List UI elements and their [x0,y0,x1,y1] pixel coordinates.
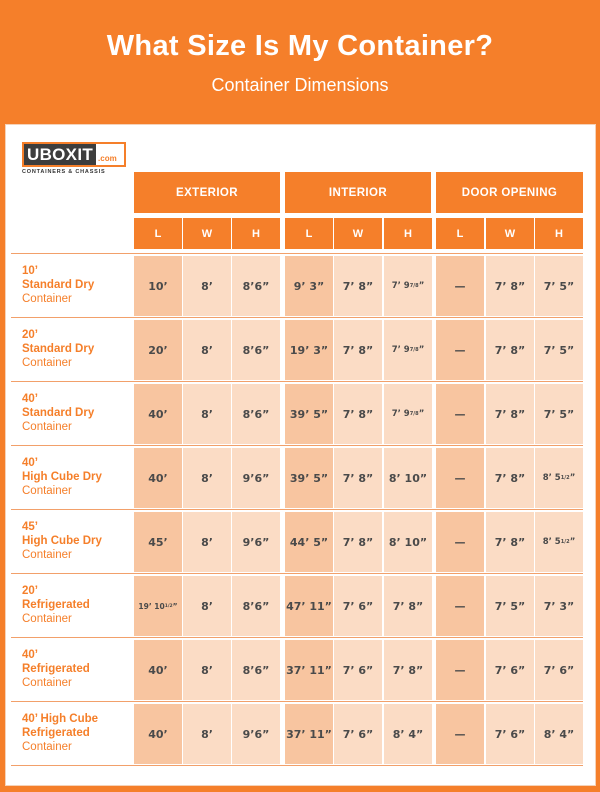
table-cell-door-opening-l: — [436,512,484,572]
row-label [22,712,130,754]
table-cell-door-opening-w: 7’ 8” [486,256,534,316]
table-cell-door-opening-l: — [436,384,484,444]
table-cell-interior-h: 7’ 9 7/8 ” [384,320,432,380]
page-title: What Size Is My Container? [106,30,494,62]
row-divider [11,765,583,766]
container-name: High Cube Dry [22,535,102,547]
container-type: Container [22,293,72,305]
column-header-exterior-w: W [183,218,231,249]
table-cell-door-opening-w: 7’ 6” [486,704,534,764]
table-cell-exterior-l: 40’ [134,704,182,764]
column-header-interior-l: L [285,218,333,249]
group-header-interior: INTERIOR [285,172,431,213]
table-cell-door-opening-h: 8’ 4” [535,704,583,764]
row-divider [11,509,583,510]
table-cell-exterior-w: 8’ [183,704,231,764]
container-name: Refrigerated [22,663,90,675]
table-cell-exterior-w: 8’ [183,512,231,572]
container-size: 20’ [22,585,38,597]
container-type: Container [22,421,72,433]
container-name: Standard Dry [22,279,95,291]
row-divider [11,381,583,382]
row-label [22,584,130,626]
table-cell-door-opening-w: 7’ 8” [486,448,534,508]
row-divider [11,701,583,702]
container-name: Standard Dry [22,407,95,419]
table-cell-door-opening-h: 7’ 5” [535,384,583,444]
container-type: Container [22,613,72,625]
table-cell-exterior-h: 8’6” [232,320,280,380]
table-cell-interior-h: 8’ 10” [384,512,432,572]
group-header-exterior: EXTERIOR [134,172,280,213]
table-cell-exterior-h: 9’6” [232,448,280,508]
table-cell-door-opening-h: 7’ 5” [535,320,583,380]
table-cell-interior-h: 7’ 8” [384,576,432,636]
table-cell-interior-l: 39’ 5” [285,384,333,444]
page-header [0,0,600,120]
table-cell-exterior-h: 9’6” [232,704,280,764]
table-cell-exterior-l: 20’ [134,320,182,380]
column-header-door-opening-h: H [535,218,583,249]
table-cell-door-opening-l: — [436,256,484,316]
table-cell-interior-l: 19’ 3” [285,320,333,380]
container-type: Container [22,677,72,689]
container-type: Container [22,357,72,369]
group-header-door-opening: DOOR OPENING [436,172,583,213]
logo-tagline: CONTAINERS & CHASSIS [22,169,106,175]
column-header-interior-h: H [384,218,432,249]
table-cell-door-opening-w: 7’ 5” [486,576,534,636]
table-cell-door-opening-h: 8’ 5 1/2 ” [535,448,583,508]
row-label [22,264,130,306]
table-cell-interior-w: 7’ 6” [334,576,382,636]
table-cell-exterior-l: 19’ 10 1/2 ” [134,576,182,636]
table-cell-exterior-l: 40’ [134,640,182,700]
column-header-exterior-h: H [232,218,280,249]
table-cell-exterior-w: 8’ [183,256,231,316]
table-cell-door-opening-h: 7’ 6” [535,640,583,700]
column-header-door-opening-l: L [436,218,484,249]
container-size: 40’ [22,457,38,469]
table-cell-exterior-h: 8’6” [232,576,280,636]
row-label [22,648,130,690]
container-type: Container [22,741,72,753]
table-cell-exterior-h: 8’6” [232,256,280,316]
table-cell-exterior-w: 8’ [183,576,231,636]
table-cell-exterior-h: 9’6” [232,512,280,572]
container-type: Container [22,549,72,561]
table-cell-exterior-l: 10’ [134,256,182,316]
table-cell-door-opening-h: 7’ 3” [535,576,583,636]
table-cell-exterior-w: 8’ [183,448,231,508]
table-cell-interior-w: 7’ 8” [334,448,382,508]
table-cell-interior-l: 47’ 11” [285,576,333,636]
row-divider [11,317,583,318]
table-cell-door-opening-w: 7’ 6” [486,640,534,700]
table-cell-door-opening-w: 7’ 8” [486,384,534,444]
row-label [22,520,130,562]
row-label [22,392,130,434]
table-cell-interior-w: 7’ 8” [334,384,382,444]
container-name: Standard Dry [22,343,95,355]
row-divider [11,637,583,638]
logo-box [22,142,126,167]
column-header-door-opening-w: W [486,218,534,249]
table-cell-door-opening-w: 7’ 8” [486,320,534,380]
logo-domain: .com [98,154,117,163]
table-cell-door-opening-h: 7’ 5” [535,256,583,316]
row-divider [11,573,583,574]
table-cell-exterior-l: 40’ [134,448,182,508]
table-cell-door-opening-l: — [436,448,484,508]
container-size: 40’ [22,393,38,405]
column-header-exterior-l: L [134,218,182,249]
table-cell-interior-w: 7’ 8” [334,512,382,572]
container-size: 20’ [22,329,38,341]
table-cell-exterior-w: 8’ [183,640,231,700]
row-divider [11,445,583,446]
table-cell-door-opening-w: 7’ 8” [486,512,534,572]
table-cell-interior-l: 9’ 3” [285,256,333,316]
table-cell-exterior-l: 45’ [134,512,182,572]
table-cell-interior-l: 44’ 5” [285,512,333,572]
table-cell-interior-l: 37’ 11” [285,704,333,764]
table-cell-interior-h: 7’ 9 7/8 ” [384,256,432,316]
container-name: Refrigerated [22,599,90,611]
table-cell-interior-h: 7’ 9 7/8 ” [384,384,432,444]
logo-brand: UBOXIT [24,144,96,165]
uboxit-logo [22,142,126,175]
table-cell-interior-h: 8’ 10” [384,448,432,508]
table-cell-door-opening-l: — [436,640,484,700]
column-header-interior-w: W [334,218,382,249]
container-type: Container [22,485,72,497]
table-cell-interior-w: 7’ 8” [334,320,382,380]
row-divider [11,253,583,254]
table-cell-interior-w: 7’ 6” [334,704,382,764]
table-cell-exterior-w: 8’ [183,384,231,444]
container-size: 10’ [22,265,38,277]
table-cell-interior-l: 37’ 11” [285,640,333,700]
table-cell-interior-w: 7’ 6” [334,640,382,700]
container-size: 45’ [22,521,38,533]
table-cell-door-opening-l: — [436,320,484,380]
table-cell-exterior-w: 8’ [183,320,231,380]
row-label [22,328,130,370]
table-cell-interior-h: 7’ 8” [384,640,432,700]
page-subtitle: Container Dimensions [211,75,389,95]
container-name: Refrigerated [22,727,90,739]
table-cell-exterior-h: 8’6” [232,640,280,700]
table-cell-exterior-h: 8’6” [232,384,280,444]
table-cell-interior-h: 8’ 4” [384,704,432,764]
table-cell-interior-w: 7’ 8” [334,256,382,316]
container-size: 40’ High Cube [22,713,99,725]
table-cell-interior-l: 39’ 5” [285,448,333,508]
container-name: High Cube Dry [22,471,102,483]
row-label [22,456,130,498]
container-size: 40’ [22,649,38,661]
table-cell-door-opening-h: 8’ 5 1/2 ” [535,512,583,572]
table-cell-exterior-l: 40’ [134,384,182,444]
table-cell-door-opening-l: — [436,576,484,636]
table-cell-door-opening-l: — [436,704,484,764]
